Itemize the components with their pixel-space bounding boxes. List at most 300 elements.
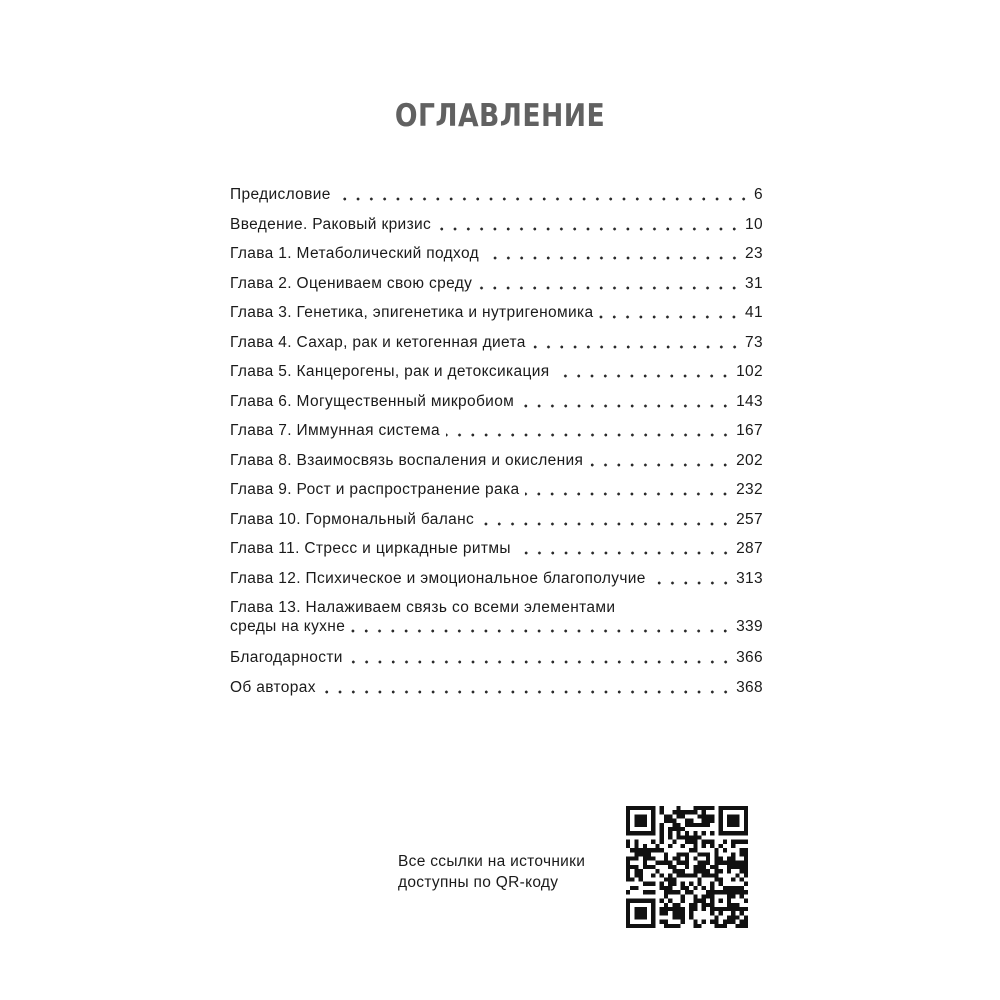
qr-module [672, 915, 676, 919]
qr-module [660, 831, 664, 835]
toc-entry-page: 31 [745, 274, 763, 292]
qr-module [710, 890, 714, 894]
qr-module [719, 882, 723, 886]
qr-module [719, 819, 723, 823]
qr-module [676, 810, 680, 814]
qr-module [676, 814, 680, 818]
qr-module [731, 831, 735, 835]
qr-module [698, 814, 702, 818]
toc-entry-label: Глава 6. Могущественный микробиом [230, 392, 515, 410]
qr-module [735, 806, 739, 810]
qr-module [740, 878, 744, 882]
qr-code-icon[interactable] [626, 806, 748, 928]
toc-entry-label: Глава 3. Генетика, эпигенетика и нутригеномика [230, 304, 594, 321]
qr-module [681, 882, 685, 886]
toc-entry-chapter-2[interactable] [230, 269, 763, 299]
qr-module [706, 823, 710, 827]
qr-module [727, 920, 731, 924]
qr-module [676, 806, 680, 810]
qr-module [723, 924, 727, 928]
toc-entry-about-authors[interactable] [230, 673, 763, 703]
toc-entry-preface[interactable] [230, 180, 763, 210]
qr-module [672, 903, 676, 907]
qr-module [651, 856, 655, 860]
qr-module [735, 915, 739, 919]
qr-module [634, 852, 638, 856]
qr-module [643, 899, 647, 903]
qr-module [706, 873, 710, 877]
page-title: ОГЛАВЛЕНИЕ [394, 98, 606, 134]
qr-module [731, 865, 735, 869]
qr-module [681, 894, 685, 898]
qr-module [698, 899, 702, 903]
qr-module [740, 852, 744, 856]
qr-module [689, 911, 693, 915]
qr-module [672, 924, 676, 928]
dot-leader [478, 286, 741, 290]
qr-module [698, 878, 702, 882]
qr-module [698, 861, 702, 865]
qr-module [698, 865, 702, 869]
qr-module [693, 806, 697, 810]
qr-module [727, 915, 731, 919]
qr-module [719, 814, 723, 818]
qr-module [685, 852, 689, 856]
qr-module [651, 814, 655, 818]
toc-entry-page: 167 [736, 422, 763, 439]
qr-module [744, 861, 748, 865]
qr-module [719, 827, 723, 831]
qr-module [681, 835, 685, 839]
qr-module [727, 831, 731, 835]
qr-module [731, 907, 735, 911]
qr-module [672, 882, 676, 886]
qr-module [647, 856, 651, 860]
qr-module [710, 819, 714, 823]
qr-module [672, 823, 676, 827]
qr-module [676, 823, 680, 827]
qr-module [727, 907, 731, 911]
qr-module [706, 814, 710, 818]
toc-entry-chapter-13[interactable] [230, 593, 763, 643]
qr-module [731, 915, 735, 919]
qr-module [655, 848, 659, 852]
qr-module [630, 924, 634, 928]
qr-module [744, 907, 748, 911]
qr-module [643, 865, 647, 869]
qr-module [698, 835, 702, 839]
qr-module [719, 823, 723, 827]
qr-module [702, 894, 706, 898]
qr-module [727, 814, 731, 818]
qr-module [693, 899, 697, 903]
qr-module [651, 810, 655, 814]
qr-module [740, 920, 744, 924]
qr-module [744, 814, 748, 818]
qr-module [744, 823, 748, 827]
qr-module [744, 873, 748, 877]
qr-module [723, 890, 727, 894]
qr-module [672, 865, 676, 869]
qr-module [634, 915, 638, 919]
dot-leader [480, 522, 732, 526]
qr-module [702, 840, 706, 844]
qr-module [626, 915, 630, 919]
qr-module [685, 819, 689, 823]
qr-module [731, 819, 735, 823]
qr-module [740, 869, 744, 873]
qr-module [651, 903, 655, 907]
qr-module [672, 907, 676, 911]
qr-module [626, 819, 630, 823]
qr-module [710, 882, 714, 886]
qr-module [702, 844, 706, 848]
qr-module [639, 848, 643, 852]
qr-module [626, 861, 630, 865]
qr-module [634, 924, 638, 928]
toc-entry-chapter-1[interactable] [230, 239, 763, 269]
qr-module [655, 869, 659, 873]
qr-module [681, 899, 685, 903]
qr-module [643, 856, 647, 860]
qr-module [693, 835, 697, 839]
dot-leader [525, 492, 732, 496]
qr-module [735, 831, 739, 835]
qr-module [634, 844, 638, 848]
qr-module [681, 886, 685, 890]
qr-module [710, 899, 714, 903]
qr-module [660, 848, 664, 852]
qr-module [626, 903, 630, 907]
qr-module [660, 882, 664, 886]
qr-module [731, 806, 735, 810]
qr-module [714, 890, 718, 894]
qr-module [702, 806, 706, 810]
qr-module [744, 920, 748, 924]
qr-module [626, 814, 630, 818]
qr-module [664, 852, 668, 856]
qr-module [740, 840, 744, 844]
qr-module [626, 869, 630, 873]
qr-module [626, 924, 630, 928]
toc-entry-label: Введение. Раковый кризис [230, 215, 432, 233]
qr-module [626, 844, 630, 848]
toc-entry-chapter-9[interactable] [230, 475, 763, 505]
qr-module [668, 865, 672, 869]
qr-module [689, 873, 693, 877]
qr-module [740, 890, 744, 894]
toc-entry-page: 143 [736, 392, 763, 410]
qr-module [672, 869, 676, 873]
qr-module [660, 861, 664, 865]
toc-entry-chapter-4[interactable] [230, 328, 763, 358]
qr-module [706, 852, 710, 856]
qr-module [719, 861, 723, 865]
qr-module [710, 873, 714, 877]
qr-module [651, 806, 655, 810]
qr-module [664, 861, 668, 865]
dot-leader [532, 345, 741, 349]
toc-entry-page: 232 [736, 481, 763, 498]
qr-module [740, 865, 744, 869]
qr-module [719, 806, 723, 810]
qr-module [643, 823, 647, 827]
qr-module [626, 827, 630, 831]
toc-entry-page: 23 [745, 245, 763, 262]
dot-leader [555, 374, 732, 378]
qr-module [735, 840, 739, 844]
qr-module [731, 890, 735, 894]
qr-module [744, 848, 748, 852]
qr-module [626, 873, 630, 877]
qr-module [702, 899, 706, 903]
qr-module [634, 806, 638, 810]
qr-module [706, 819, 710, 823]
qr-module [672, 878, 676, 882]
qr-module [706, 840, 710, 844]
qr-module [735, 861, 739, 865]
qr-module [651, 840, 655, 844]
qr-module [634, 899, 638, 903]
qr-module [651, 848, 655, 852]
qr-module [702, 886, 706, 890]
qr-module [723, 848, 727, 852]
toc-entry-page: 313 [736, 569, 763, 587]
qr-module [681, 810, 685, 814]
qr-module [714, 924, 718, 928]
qr-module [651, 899, 655, 903]
qr-module [685, 873, 689, 877]
toc-entry-chapter-12[interactable] [230, 564, 763, 594]
qr-module [639, 831, 643, 835]
toc-entry-chapter-7[interactable] [230, 416, 763, 446]
toc-entry-introduction[interactable] [230, 210, 763, 240]
qr-module [710, 920, 714, 924]
qr-module [660, 840, 664, 844]
toc-entry-acknowledgements[interactable] [230, 643, 763, 673]
qr-module [647, 831, 651, 835]
qr-module [714, 861, 718, 865]
qr-module [660, 835, 664, 839]
qr-module [668, 882, 672, 886]
qr-module [643, 814, 647, 818]
toc-entry-chapter-8[interactable] [230, 446, 763, 476]
toc-entry-chapter-5[interactable] [230, 357, 763, 387]
qr-module [668, 878, 672, 882]
qr-module [626, 899, 630, 903]
qr-module [676, 831, 680, 835]
qr-module [702, 903, 706, 907]
qr-module [655, 844, 659, 848]
qr-module [676, 924, 680, 928]
qr-module [719, 869, 723, 873]
qr-module [723, 806, 727, 810]
qr-module [723, 907, 727, 911]
dot-leader [349, 660, 732, 664]
dot-leader [337, 197, 750, 201]
qr-module [702, 823, 706, 827]
qr-module [710, 840, 714, 844]
qr-module [651, 873, 655, 877]
qr-module [702, 810, 706, 814]
qr-module [676, 856, 680, 860]
toc-entry-label: Глава 10. Гормональный баланс [230, 510, 475, 528]
qr-module [735, 924, 739, 928]
toc-entry-label: Глава 9. Рост и распространение рака [230, 481, 520, 498]
qr-module [664, 920, 668, 924]
qr-module [685, 835, 689, 839]
qr-module [702, 814, 706, 818]
qr-module [744, 869, 748, 873]
qr-module [634, 865, 638, 869]
qr-module [651, 924, 655, 928]
dot-leader [589, 463, 732, 467]
qr-module [630, 831, 634, 835]
qr-module [706, 869, 710, 873]
qr-module [660, 920, 664, 924]
qr-module [639, 806, 643, 810]
qr-module [693, 856, 697, 860]
toc-entry-label: Глава 4. Сахар, рак и кетогенная диета [230, 333, 526, 351]
qr-module [672, 890, 676, 894]
qr-module [693, 920, 697, 924]
qr-module [731, 886, 735, 890]
qr-module [626, 831, 630, 835]
qr-module [719, 907, 723, 911]
qr-module [740, 911, 744, 915]
qr-module [639, 911, 643, 915]
qr-module [630, 806, 634, 810]
qr-module [714, 878, 718, 882]
qr-module [693, 810, 697, 814]
qr-module [630, 865, 634, 869]
dot-leader [517, 551, 732, 555]
qr-module [634, 869, 638, 873]
toc-entry-chapter-10[interactable] [230, 505, 763, 535]
qr-module [714, 920, 718, 924]
qr-module [706, 861, 710, 865]
qr-module [660, 911, 664, 915]
qr-module [647, 865, 651, 869]
toc-entry-page: 366 [736, 649, 763, 666]
qr-module [735, 886, 739, 890]
qr-module [647, 806, 651, 810]
qr-module [693, 894, 697, 898]
qr-module [643, 819, 647, 823]
qr-module [634, 840, 638, 844]
qr-module [698, 882, 702, 886]
toc-entry-label: Глава 11. Стресс и циркадные ритмы [230, 540, 511, 557]
dot-leader [520, 404, 732, 408]
table-of-contents [230, 180, 763, 702]
qr-module [719, 831, 723, 835]
qr-module [634, 823, 638, 827]
qr-module [693, 869, 697, 873]
qr-module [639, 819, 643, 823]
toc-entry-page: 202 [736, 451, 763, 469]
qr-module [731, 814, 735, 818]
qr-module [719, 856, 723, 860]
qr-module [668, 861, 672, 865]
qr-module [727, 819, 731, 823]
qr-module [643, 911, 647, 915]
qr-module [634, 911, 638, 915]
qr-module [668, 873, 672, 877]
qr-module [643, 844, 647, 848]
dot-leader [322, 690, 732, 694]
qr-module [719, 878, 723, 882]
qr-module [693, 903, 697, 907]
qr-module [634, 907, 638, 911]
qr-module [723, 886, 727, 890]
qr-module [731, 861, 735, 865]
qr-module [744, 856, 748, 860]
qr-module [626, 911, 630, 915]
qr-module [714, 865, 718, 869]
toc-entry-label: Глава 2. Оцениваем свою среду [230, 274, 473, 292]
qr-module [693, 924, 697, 928]
qr-module [672, 840, 676, 844]
qr-module [727, 856, 731, 860]
qr-module [647, 852, 651, 856]
qr-module [639, 899, 643, 903]
qr-module [731, 844, 735, 848]
qr-module [643, 882, 647, 886]
qr-module [664, 814, 668, 818]
qr-module [643, 852, 647, 856]
qr-module [626, 823, 630, 827]
qr-module [714, 907, 718, 911]
qr-module [702, 920, 706, 924]
qr-module [634, 886, 638, 890]
qr-module [719, 911, 723, 915]
qr-module [651, 865, 655, 869]
dot-leader [485, 256, 741, 260]
qr-module [735, 865, 739, 869]
toc-entry-chapter-6[interactable] [230, 387, 763, 417]
toc-entry-chapter-11[interactable] [230, 534, 763, 564]
qr-module [672, 827, 676, 831]
qr-module [689, 840, 693, 844]
qr-module [681, 915, 685, 919]
qr-module [693, 873, 697, 877]
toc-entry-label: Благодарности [230, 649, 343, 666]
qr-module [744, 890, 748, 894]
toc-entry-chapter-3[interactable] [230, 298, 763, 328]
qr-module [689, 819, 693, 823]
qr-module [714, 869, 718, 873]
qr-module [731, 840, 735, 844]
qr-module [744, 831, 748, 835]
qr-module [651, 819, 655, 823]
qr-module [668, 886, 672, 890]
qr-module [681, 869, 685, 873]
qr-module [634, 819, 638, 823]
qr-module [676, 835, 680, 839]
qr-module [714, 852, 718, 856]
qr-module [740, 894, 744, 898]
qr-module [668, 907, 672, 911]
qr-module [693, 823, 697, 827]
toc-entry-label: Предисловие [230, 186, 331, 203]
qr-module [643, 907, 647, 911]
qr-module [664, 911, 668, 915]
qr-module [723, 920, 727, 924]
qr-module [685, 840, 689, 844]
qr-module [676, 907, 680, 911]
qr-module [643, 861, 647, 865]
toc-entry-page: 10 [745, 215, 763, 233]
